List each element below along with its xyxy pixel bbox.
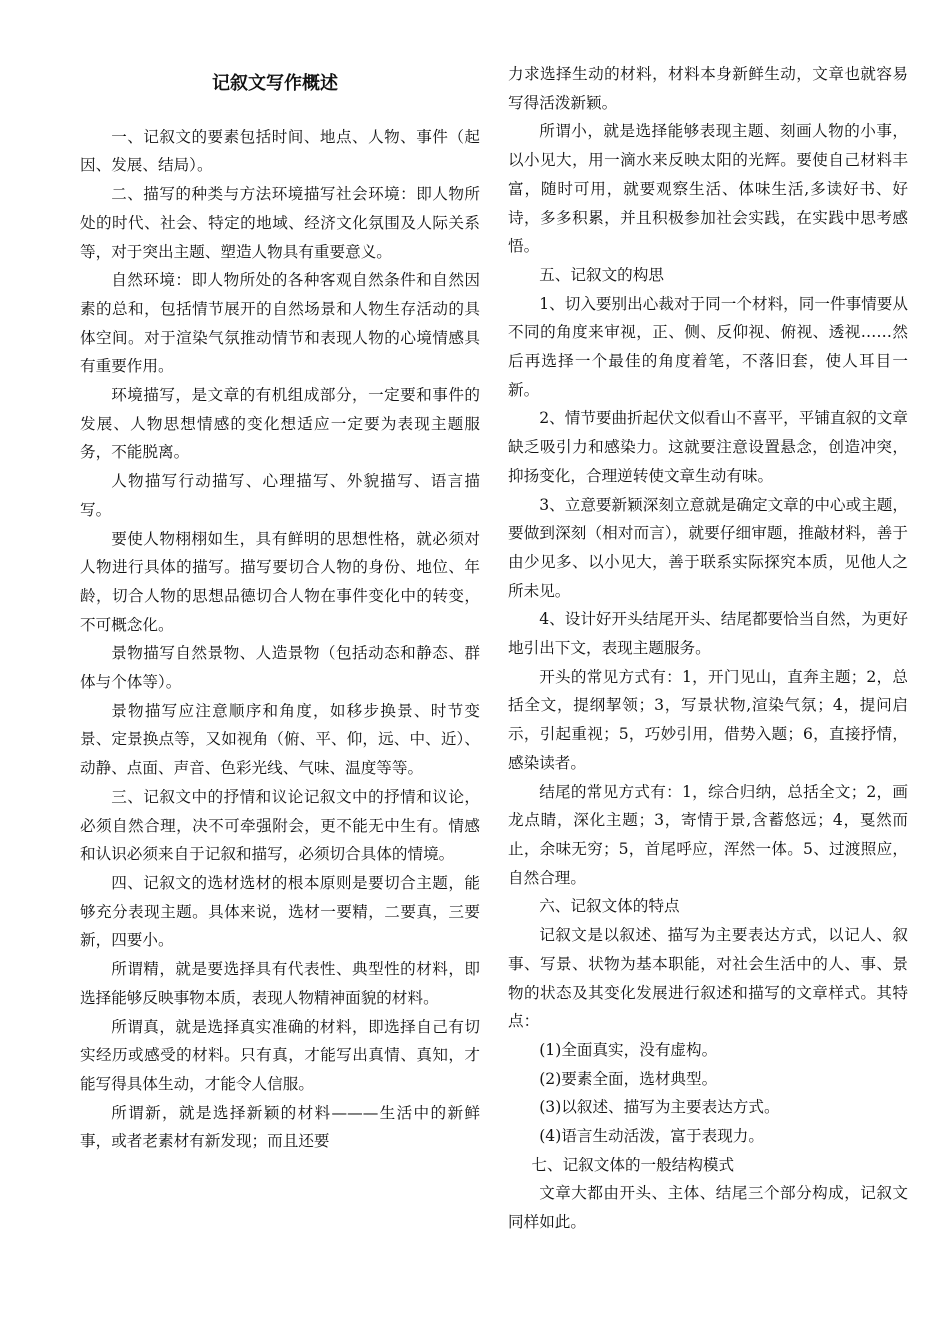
- feature-item-2: (2)要素全面，选材典型。: [539, 1069, 718, 1088]
- paragraph-description-types: 二、描写的种类与方法环境描写社会环境：即人物所处的时代、社会、特定的地域、经济文化氛围及人际关系等，对于突出主题、塑造人物具有重要意义。: [80, 185, 480, 261]
- paragraph-small-material: 所谓小，就是选择能够表现主题、刻画人物的小事，以小见大，用一滴水来反映太阳的光辉。要使自己材料丰富，随时可用，就要观察生活、体味生活,多读好书、好诗，多多积累，并且积极参加社会实践，在实践中思考感悟。: [508, 122, 908, 256]
- paragraph-character-description: 人物描写行动描写、心理描写、外貌描写、语言描写。: [80, 472, 480, 519]
- paragraph-new-material-continued: 力求选择生动的材料，材料本身新鲜生动，文章也就容易写得活泼新颖。: [508, 65, 908, 112]
- paragraph-new-material: 所谓新，就是选择新颖的材料———生活中的新鲜事，或者老素材有新发现；而且还要: [80, 1103, 480, 1151]
- paragraph-structure: 文章大都由开头、主体、结尾三个部分构成，记叙文同样如此。: [508, 1184, 908, 1232]
- feature-item-3: (3)以叙述、描写为主要表达方式。: [539, 1098, 780, 1117]
- paragraph-true-material: 所谓真，就是选择真实准确的材料，即选择自己有切实经历或感受的材料。只有真，才能写出真情、真知，才能写得具体生动，才能令人信服。: [80, 1017, 480, 1093]
- paragraph-plot: 2、情节要曲折起伏文似看山不喜平，平铺直叙的文章缺乏吸引力和感染力。这就要注意设置悬念，创造冲突，抑扬变化，合理逆转使文章生动有味。: [508, 409, 908, 485]
- paragraph-environment-description: 环境描写，是文章的有机组成部分，一定要和事件的发展、人物思想情感的变化想适应一定要为表现主题服务，不能脱离。: [80, 386, 480, 462]
- feature-item-4: (4)语言生动活泼，富于表现力。: [539, 1127, 764, 1146]
- section-heading-structure: 七、记叙文体的一般结构模式: [531, 1155, 735, 1174]
- section-heading-features: 六、记叙文体的特点: [539, 897, 680, 916]
- paragraph-entry-point: 1、切入要别出心裁对于同一个材料，同一件事情要从不同的角度来审视，正、侧、反仰视、俯视、透视……然后再选择一个最佳的角度着笔，不落旧套，使人耳目一新。: [508, 294, 908, 399]
- paragraph-theme: 3、立意要新颖深刻立意就是确定文章的中心或主题，要做到深刻（相对而言），就要仔细审题，推敲材料，善于由少见多、以小见大，善于联系实际探究本质，见他人之所未见。: [508, 495, 908, 600]
- section-heading-conception: 五、记叙文的构思: [539, 265, 664, 284]
- paragraph-elements: 一、记叙文的要素包括时间、地点、人物、事件（起因、发展、结局）。: [80, 127, 480, 175]
- paragraph-scenery-description: 景物描写自然景物、人造景物（包括动态和静态、群体与个体等）。: [80, 644, 480, 692]
- paragraph-ending-methods: 结尾的常见方式有：1，综合归纳，总括全文；2，画龙点睛，深化主题；3，寄情于景,含蓄悠远；4，戛然而止，余味无穷；5，首尾呼应，浑然一体。5、过渡照应，自然合理。: [508, 782, 908, 887]
- document-title: 记叙文写作概述: [212, 73, 338, 94]
- paragraph-material-selection: 四、记叙文的选材选材的根本原则是要切合主题，能够充分表现主题。具体来说，选材一要精，二要真，三要新，四要小。: [80, 873, 480, 950]
- paragraph-scenery-order: 景物描写应注意顺序和角度，如移步换景、时节变景、定景换点等，又如视角（俯、平、仰，远、中、近）、动静、点面、声音、色彩光线、气味、温度等等。: [80, 701, 480, 778]
- paragraph-opening-methods: 开头的常见方式有：1，开门见山，直奔主题；2，总括全文，提纲挈领；3，写景状物,渲染气氛；4，提问启示，引起重视；5，巧妙引用，借势入题；6，直接抒情，感染读者。: [508, 667, 908, 772]
- paragraph-vivid-characters: 要使人物栩栩如生，具有鲜明的思想性格，就必须对人物进行具体的描写。描写要切合人物的身份、地位、年龄，切合人物的思想品德切合人物在事件变化中的转变，不可概念化。: [80, 529, 480, 634]
- paragraph-refined-material: 所谓精，就是要选择具有代表性、典型性的材料，即选择能够反映事物本质，表现人物精神面貌的材料。: [80, 960, 480, 1007]
- paragraph-lyric-argument: 三、记叙文中的抒情和议论记叙文中的抒情和议论，必须自然合理，决不可牵强附会，更不能无中生有。情感和认识必须来自于记叙和描写，必须切合具体的情境。: [80, 787, 480, 864]
- paragraph-features-intro: 记叙文是以叙述、描写为主要表达方式，以记人、叙事、写景、状物为基本职能，对社会生活中的人、事、景物的状态及其变化发展进行叙述和描写的文章样式。其特点：: [508, 926, 908, 1031]
- right-column: [508, 60, 908, 1237]
- paragraph-opening-ending: 4、设计好开头结尾开头、结尾都要恰当自然，为更好地引出下文，表现主题服务。: [508, 610, 908, 658]
- paragraph-natural-environment: 自然环境：即人物所处的各种客观自然条件和自然因素的总和，包括情节展开的自然场景和人物生存活动的具体空间。对于渲染气氛推动情节和表现人物的心境情感具有重要作用。: [80, 271, 480, 376]
- left-column: [80, 60, 480, 1156]
- feature-item-1: (1)全面真实，没有虚构。: [539, 1040, 718, 1059]
